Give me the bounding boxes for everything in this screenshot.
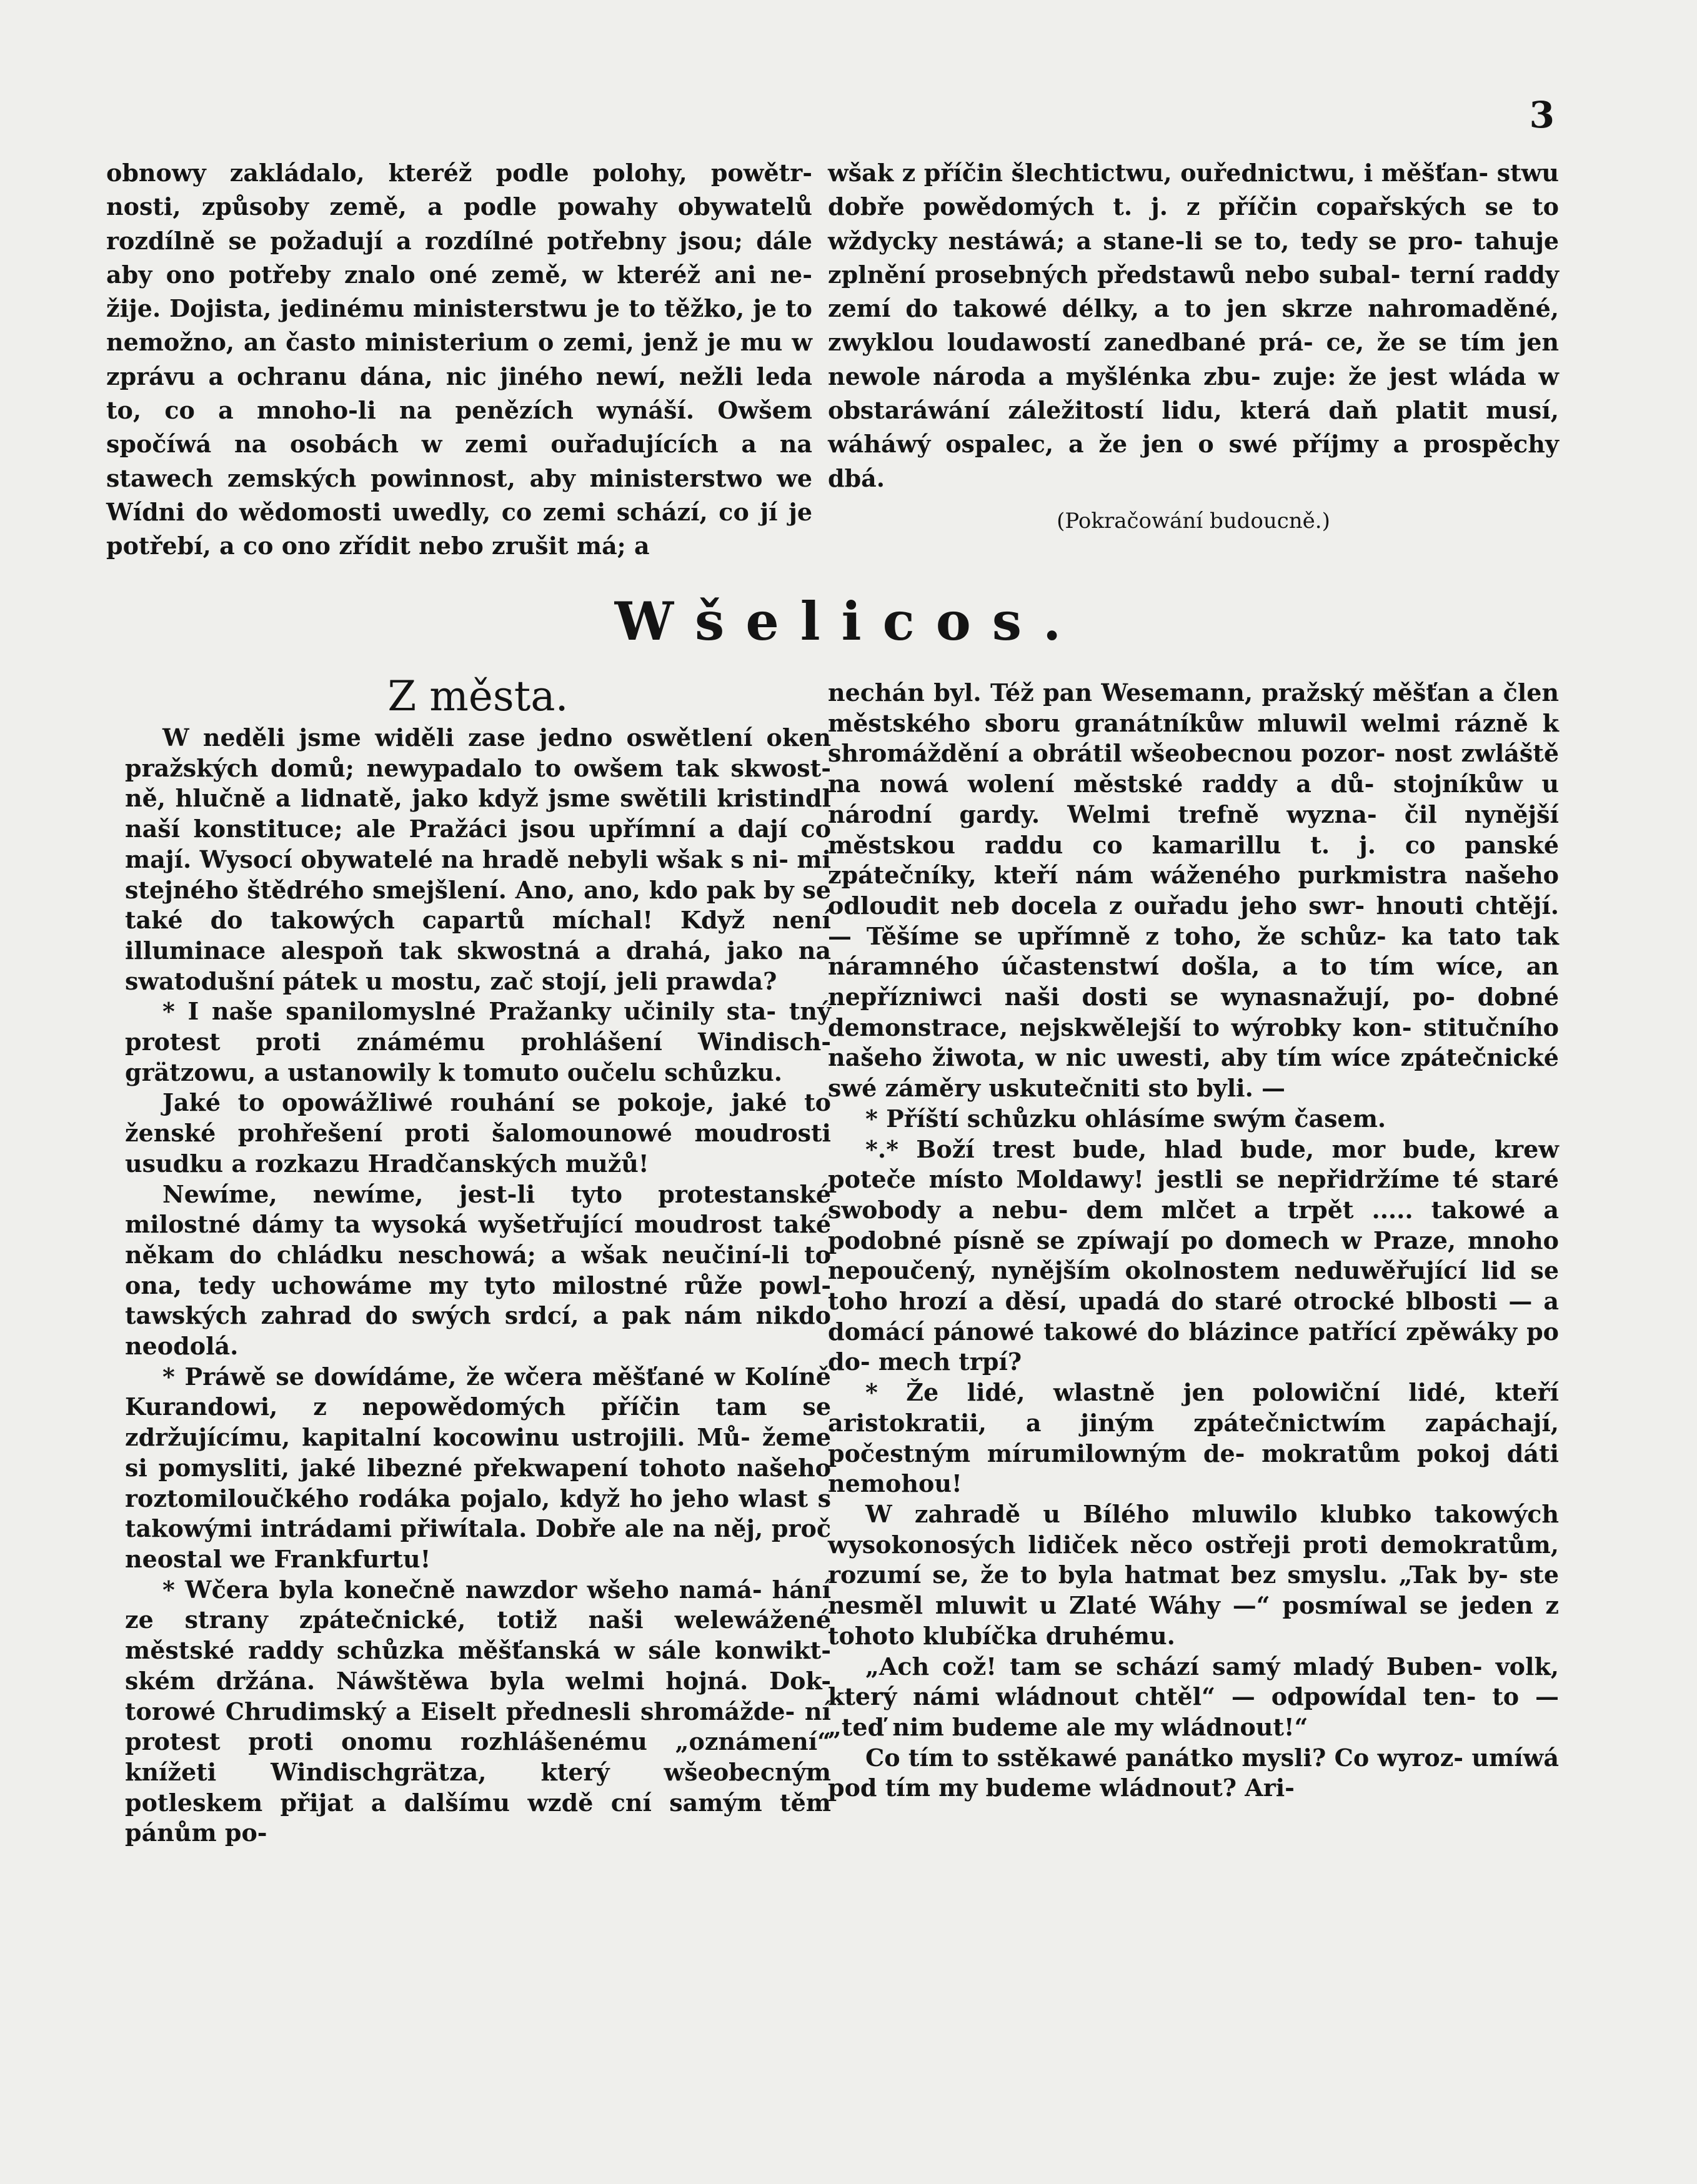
paragraph: * Wčera byla konečně nawzdor wšeho namá- hání ze strany zpátečnické, totiž naši welewážené městské raddy schůzka měšťanská w sále konwikt- ském držána. Náwštěwa byla welmi hojná. Dok- torowé Chrudimský a Eiselt přednesli shromážde- ní protest proti onomu rozhlášenému „oznámení“ knížeti Windischgrätza, který wšeobecným potleskem přijat a dalšímu wzdě cní samým těm pánům po- xyxy=(125,1575,831,1847)
paragraph: W neděli jsme widěli zase jedno oswětlení oken pražských domů; newypadalo to owšem tak skwost- ně, hlučně a lidnatě, jako když jsme swětili kristindl naší konstituce; ale Pražáci jsou upřímní a dají co mají. Wysocí obywatelé na hradě nebyli wšak s ni- mi stejného štědrého smejšlení. Ano, ano, kdo pak by se také do takowých capartů míchal! Když není illuminace alespoň tak skwostná a drahá, jako na swatodušní pátek u mostu, zač stojí, jeli prawda? xyxy=(125,723,831,995)
page-number: 3 xyxy=(1529,94,1555,136)
paragraph: Jaké to opowážliwé rouhání se pokoje, jaké to ženské prohřešení proti šalomounowé moudrosti usudku a rozkazu Hradčanských mužů! xyxy=(125,1088,831,1178)
paragraph: * I naše spanilomyslné Pražanky učinily sta- tný protest proti známému prohlášení Windisch- grätzowu, a ustanowily k tomuto oučelu schůzku. xyxy=(125,997,831,1086)
bottom-right-column xyxy=(828,678,1559,1804)
top-right-column xyxy=(828,156,1559,538)
paragraph: *.* Boží trest bude, hlad bude, mor bude, krew poteče místo Moldawy! jestli se nepřidržíme té staré swobody a nebu- dem mlčet a trpět ..... takowé a podobné písně se zpíwají po domech w Praze, mnoho nepoučený, nynějším okolnostem neduwěřující lid se toho hrozí a děsí, upadá do staré otrocké blbosti — a domácí pánowé takowé do blázince patřící zpěwáky po do- mech trpí? xyxy=(828,1134,1559,1376)
section-title: Wšelicos. xyxy=(614,590,1083,652)
paragraph: * Příští schůzku ohlásíme swým časem. xyxy=(865,1104,1386,1133)
paragraph: obnowy zakládalo, kteréž podle polohy, powětr- nosti, způsoby země, a podle powahy obywatelů rozdílně se požadují a rozdílné potřebny jsou; dále aby ono potřeby znalo oné země, w kteréž ani ne- žije. Dojista, jedinému ministerstwu je to těžko, je to nemožno, an často ministerium o zemi, jenž je mu w zprávu a ochranu dána, nic jiného newí, nežli leda to, co a mnoho-li na penězích wynáší. Owšem spočíwá na osobách w zemi ouřadujících a na stawech zemských powinnost, aby ministerstwo we Wídni do wědomosti uwedly, co zemi schází, co jí je potřebí, a co ono zřídit nebo zrušit má; a xyxy=(106,159,812,560)
paragraph: W zahradě u Bílého mluwilo klubko takowých wysokonosých lidiček něco ostřeji proti demokratům, rozumí se, že to byla hatmat bez smyslu. „Tak by- ste nesměl mluwit u Zlaté Wáhy —“ posmíwal se jeden z tohoto klubíčka druhému. xyxy=(828,1499,1559,1650)
paragraph: Newíme, newíme, jest-li tyto protestanské milostné dámy ta wysoká wyšetřující moudrost také někam do chládku neschowá; a wšak neučiní-li to ona, tedy uchowáme my tyto milostné růže powl- tawských zahrad do swých srdcí, a pak nám nikdo neodolá. xyxy=(125,1179,831,1361)
paragraph: * Práwě se dowídáme, že wčera měšťané w Kolíně Kurandowi, z nepowědomých příčin tam se zdržujícímu, kapitalní kocowinu ustrojili. Mů- žeme si pomysliti, jaké libezné překwapení tohoto našeho roztomiloučkého rodáka pojalo, když ho jeho wlast s takowými intrádami přiwítala. Dobře ale na něj, proč neostal we Frankfurtu! xyxy=(125,1362,831,1573)
paragraph: Co tím to sstěkawé panátko mysli? Co wyroz- umíwá pod tím my budeme wládnout? Ari- xyxy=(828,1743,1559,1802)
bottom-left-column xyxy=(125,672,831,1849)
paragraph: wšak z příčin šlechtictwu, ouřednictwu, i měšťan- stwu dobře powědomých t. j. z příčin copařských se to wždycky nestáwá; a stane-li se to, tedy se pro- tahuje zplnění prosebných předstawů nebo subal- terní raddy zemí do takowé délky, a to jen skrze nahromaděné, zwyklou loudawostí zanedbané prá- ce, že se tím jen newole národa a myšlénka zbu- zuje: že jest wláda w obstaráwání záležitostí lidu, která daň platit musí, wáháwý ospalec, a že jen o swé příjmy a prospěchy dbá. xyxy=(828,159,1559,492)
paragraph: * Že lidé, wlastně jen polowiční lidé, kteří aristokratii, a jiným zpátečnictwím zapáchají, počestným mírumilowným de- mokratům pokoj dáti nemohou! xyxy=(828,1378,1559,1498)
paragraph: nechán byl. Též pan Wesemann, pražský měšťan a člen městského sboru granátníkůw mluwil welmi rázně k shromáždění a obrátil wšeobecnou pozor- nost zwláště na nowá wolení městské raddy a dů- stojníkůw u národní gardy. Welmi trefně wyzna- čil nynější městskou raddu co kamarillu t. j. co panské zpátečníky, kteří nám wáženého purkmistra našeho odloudit neb docela z ouřadu jeho swr- hnouti chtějí. — Těšíme se upřímně z toho, že schůz- ka tato tak náramného účastenstwí došla, a to tím wíce, an nepřízniwci naši dosti se wynasnažují, po- dobné demonstrace, nejskwělejší to wýrobky kon- stitučního našeho žiwota, w nic uwesti, aby tím wíce zpátečnické swé záměry uskutečniti sto byli. — xyxy=(828,678,1559,1103)
subheading: Z města. xyxy=(387,672,569,720)
paragraph: „Ach což! tam se schází samý mladý Buben- volk, který námi wládnout chtěl“ — odpowídal ten- to — „teď nim budeme ale my wládnout!“ xyxy=(828,1652,1559,1741)
continuation-note: (Pokračowání budoucně.) xyxy=(1057,508,1330,534)
top-left-column xyxy=(106,156,812,563)
